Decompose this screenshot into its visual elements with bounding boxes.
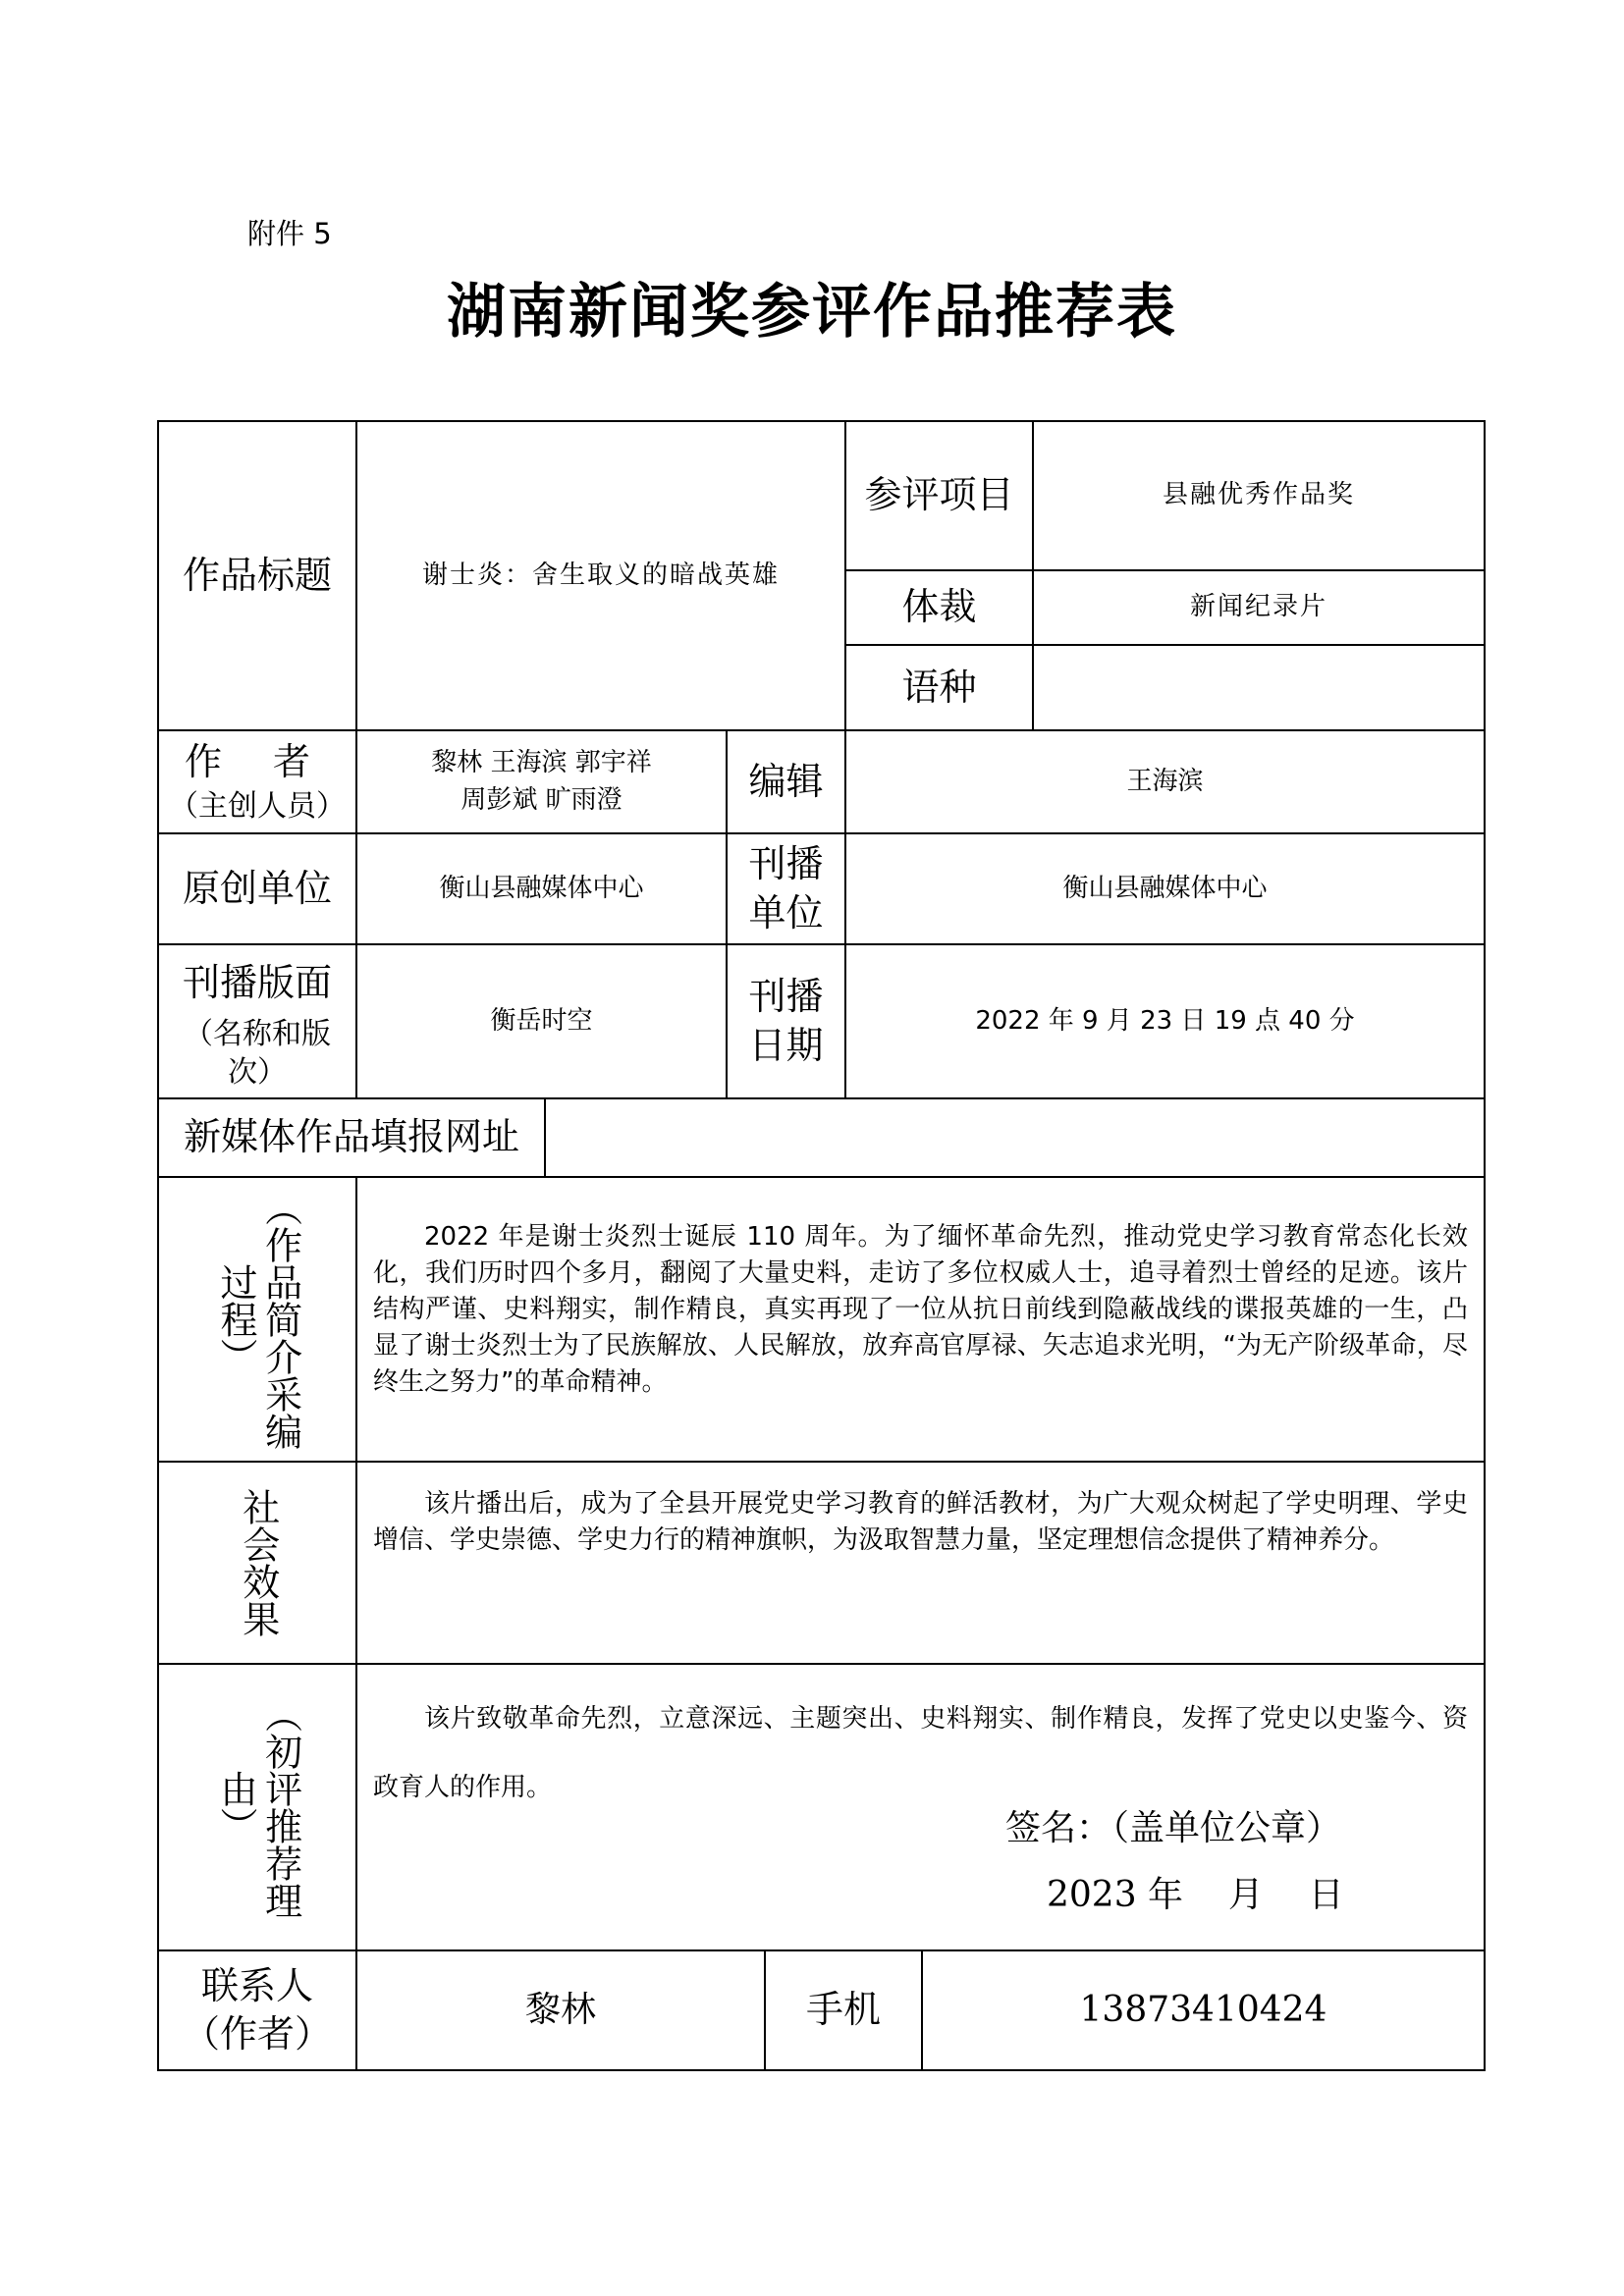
- effect-text: 该片播出后，成为了全县开展党史学习教育的鲜活教材，为广大观众树起了学史明理、学史增信、学史崇德、学史力行的精神旗帜，为汲取智慧力量，坚定理想信念提供了精神养分。: [373, 1489, 1468, 1555]
- page-title: 湖南新闻奖参评作品推荐表: [447, 278, 1177, 347]
- authors-line-1: 黎林 王海滨 郭宇祥: [431, 747, 652, 777]
- effect-text-cell: [357, 1463, 1484, 1663]
- review-label: （初评推荐理由）: [214, 1695, 302, 1919]
- category-label: 参评项目: [864, 473, 1014, 517]
- intro-label-cell: [159, 1178, 355, 1461]
- intro-text-cell: [357, 1178, 1484, 1461]
- publish-unit-label-2: 单位: [748, 890, 824, 934]
- authors-value-cell: [357, 731, 726, 832]
- publish-date-value: 2022 年 9 月 23 日 19 点 40 分: [975, 1005, 1355, 1036]
- phone-value: 13873410424: [1079, 1989, 1327, 2030]
- edition-label-cell: [159, 945, 355, 1097]
- intro-label: （作品简介采编过程）: [214, 1189, 302, 1450]
- publish-date-label-cell: [728, 945, 844, 1097]
- contact-label-cell: [159, 1951, 355, 2069]
- signature-line: 签名：（盖单位公章）: [1005, 1808, 1342, 1848]
- edition-label: 刊播版面: [182, 961, 332, 1004]
- new-media-url-value: [546, 1099, 1484, 1176]
- category-value: 县融优秀作品奖: [1162, 480, 1355, 510]
- publish-unit-value: 衡山县融媒体中心: [1062, 873, 1268, 903]
- new-media-url-label: 新媒体作品填报网址: [183, 1115, 519, 1159]
- authors-label-cell: [159, 731, 355, 832]
- edition-value: 衡岳时空: [490, 1005, 593, 1036]
- work-title-value: 谢士炎：舍生取义的暗战英雄: [421, 560, 780, 590]
- review-text-cell: [357, 1665, 1484, 1949]
- contact-label-2: （作者）: [182, 2012, 332, 2056]
- origin-unit-label: 原创单位: [182, 866, 332, 910]
- contact-label-1: 联系人: [200, 1963, 313, 2007]
- authors-label: 作 者: [184, 740, 331, 784]
- phone-label: 手机: [805, 1988, 881, 2032]
- publish-unit-label-1: 刊播: [748, 842, 824, 886]
- origin-unit-value: 衡山县融媒体中心: [439, 873, 644, 903]
- effect-label: 社会效果: [236, 1488, 280, 1637]
- signature-date: 2023 年 月 日: [1047, 1875, 1344, 1915]
- authors-line-2: 周彭斌 旷雨澄: [460, 784, 623, 815]
- edition-sublabel: （名称和版次）: [184, 1017, 331, 1091]
- effect-label-cell: [159, 1463, 355, 1663]
- contact-name: 黎林: [524, 1989, 596, 2030]
- authors-sublabel: （主创人员）: [169, 788, 346, 824]
- review-text: 该片致敬革命先烈，立意深远、主题突出、史料翔实、制作精良，发挥了党史以史鉴今、资政育人的作用。: [373, 1704, 1468, 1802]
- publish-unit-label-cell: [728, 834, 844, 943]
- work-title-label: 作品标题: [182, 553, 332, 597]
- genre-value: 新闻纪录片: [1189, 592, 1327, 622]
- editor-value: 王海滨: [1126, 766, 1204, 796]
- genre-label: 体裁: [901, 585, 977, 629]
- attachment-number: 附件 5: [247, 217, 332, 250]
- review-label-cell: [159, 1665, 355, 1949]
- language-value: [1034, 646, 1484, 729]
- intro-text: 2022 年是谢士炎烈士诞辰 110 周年。为了缅怀革命先烈，推动党史学习教育常态化长效化，我们历时四个多月，翻阅了大量史料，走访了多位权威人士，追寻着烈士曾经的足迹。该片结构严谨、史料翔实，制作精良，真实再现了一位从抗日前线到隐蔽战线的谍报英雄的一生，凸显了谢士炎烈士为了民族解放、人民解放，放弃高官厚禄、矢志追求光明，“为无产阶级革命，尽终生之努力”的革命精神。: [373, 1222, 1468, 1397]
- publish-date-label-1: 刊播: [748, 975, 824, 1019]
- publish-date-label-2: 日期: [748, 1023, 824, 1067]
- language-label: 语种: [901, 665, 977, 709]
- editor-label: 编辑: [748, 759, 824, 803]
